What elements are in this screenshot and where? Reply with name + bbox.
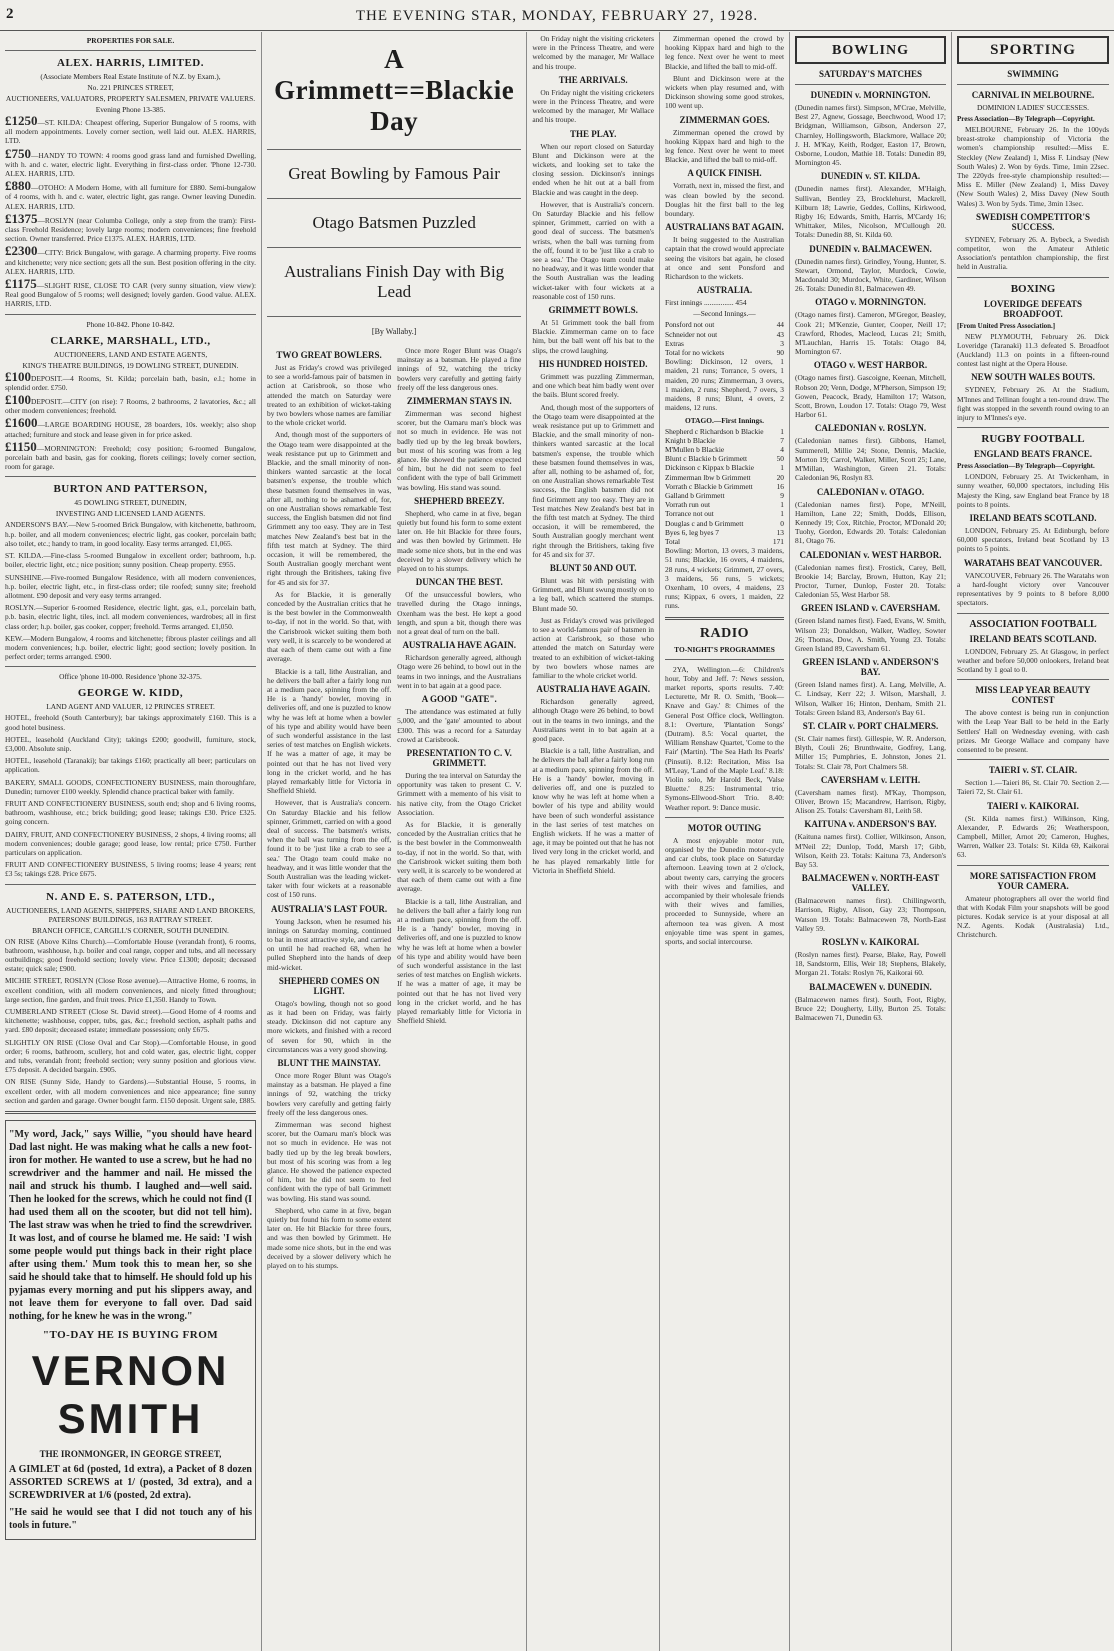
bowling-header bbox=[795, 36, 946, 64]
paragraph: A most enjoyable motor run, organised by the Dunedin motor-cycle and car clubs, took place on Saturday afternoon. Leaving town at 2 o'clock, about twenty cars, carrying the grocers with their wives and families, and accompanied by their wholesale friends with their wives and families, proceeded to Sunnyside, where an afternoon tea was given. A most enjoyable time was spent in games, sports, and social intercourse. bbox=[665, 835, 784, 947]
match-result: (Caledonian names first). Gibbons, Hamel, Summerell, Millie 24; Stone, Dennis, Mackie, Morton 19; Carrol, Walker, Miller, Scott 25; Lane, M'Millan, Washington, Green 21. Totals: Caledonian 96, Roslyn 83. bbox=[795, 436, 946, 483]
paragraph: Zimmerman opened the crowd by hooking Kippax hard and high to the leg fence. Next over he went to meet Blackie, and lifted the ball to mid-off. bbox=[665, 34, 784, 71]
batsman-name: Byes 6, leg byes 7 bbox=[665, 527, 719, 537]
listing: KEW.—Modern Bungalow, 4 rooms and kitchenette; fibrous plaster ceilings and all modern conveniences; h.p. boiler, electric light; good section; lovely position. In perfect order; terms arranged. £900. bbox=[5, 633, 256, 662]
batsman-runs: 1 bbox=[780, 500, 784, 510]
kidd-listings bbox=[5, 713, 256, 878]
match-title: CALEDONIAN v. OTAGO. bbox=[816, 486, 925, 497]
byline: [By Wallaby.] bbox=[371, 327, 417, 336]
listing: ST. KILDA.—Fine-class 5-roomed Bungalow in excellent order; bathroom, h.p. boiler, electric light, etc.; nice position; sunny position. Cheap property. £955. bbox=[5, 551, 256, 570]
batting-table bbox=[665, 427, 784, 547]
score-row bbox=[665, 509, 784, 518]
batsman-runs: 20 bbox=[776, 472, 784, 482]
batsman-runs: 90 bbox=[776, 348, 784, 358]
clarke-listings bbox=[5, 368, 256, 472]
section-label: PROPERTIES FOR SALE. bbox=[86, 36, 175, 45]
listing-price: £100 bbox=[5, 368, 31, 384]
phone-line: Phone 10-842. Phone 10-842. bbox=[86, 319, 175, 329]
section-headline: RADIO bbox=[699, 625, 750, 641]
subhead: TAIERI v. ST. CLAIR. bbox=[988, 765, 1078, 776]
score-row bbox=[665, 528, 784, 537]
match-result: (Green Island names first). A. Lang, Melville, A. C. Lindsay, Kerr 22; J. Wilson, Marshall, J. Wilson, Walker 16; Hinton, Denham, Smith 21. Totals: Green Island 83, Anderson's Bay 61. bbox=[795, 680, 946, 717]
paragraph: Zimmerman opened the crowd by hooking Kippax hard and high to the leg fence. Next over he went to meet Blackie, and lifted the ball to mid-off. bbox=[665, 127, 784, 165]
paragraph: Just as Friday's crowd was privileged to see a world-famous pair of batsmen in action at Carisbrook, so those who attended the match on Saturday were treated to an exhibition of wicket-taking by two bowlers whose names are familiar to the whole cricket world. bbox=[267, 363, 392, 428]
paragraph: Blunt and Dickinson were at the wickets when play resumed and, with Dickinson showing some good strokes, 100 went up. bbox=[665, 73, 784, 111]
match-title: KAITUNA v. ANDERSON'S BAY. bbox=[804, 819, 937, 830]
subhead: TAIERI v. KAIKORAI. bbox=[987, 800, 1079, 811]
subhead: DUNCAN THE BEST. bbox=[415, 577, 503, 588]
paragraph: Blunt was hit with persisting with Grimmett, and Blunt swung mostly on to a leg ball, which scattered the stumps. Blunt made 50. bbox=[532, 575, 654, 613]
batsman-name: Extras bbox=[665, 338, 684, 348]
press-line: [From United Press Association.] bbox=[957, 321, 1056, 330]
subhead: LOVERIDGE DEFEATS BROADFOOT. bbox=[983, 298, 1083, 319]
subhead: ASSOCIATION FOOTBALL bbox=[969, 618, 1097, 630]
article-col-a bbox=[262, 32, 527, 1651]
match-title: CALEDONIAN v. ROSLYN. bbox=[814, 423, 927, 434]
listing bbox=[5, 243, 256, 276]
sporting-header bbox=[957, 36, 1109, 64]
listing bbox=[5, 392, 256, 416]
subhead: HIS HUNDRED HOISTED. bbox=[538, 358, 648, 369]
subhead: AUSTRALIA'S LAST FOUR. bbox=[271, 903, 388, 914]
listing: MICHIE STREET, ROSLYN (Close Rose avenue).—Attractive Home, 6 rooms, in excellent condition, with all modern conveniences, and nicely fitted throughout; large section, fine garden, and fruit trees. Price £1,350. Handy to Town. bbox=[5, 976, 256, 1004]
listing: ANDERSON'S BAY.—New 5-roomed Brick Bungalow, with kitchenette, bathroom, h.p. boiler, and all modern conveniences; electric light, gas cooker, porcelain bath; also toilet, etc.; handy to tram, in good locality. Easy terms arranged. £1,065. bbox=[5, 520, 256, 548]
listing: DAIRY, FRUIT, AND CONFECTIONERY BUSINESS, 2 shops, 4 living rooms; all modern conveniences; double garage; good lease, low rental; price £750. Further particulars on application. bbox=[5, 829, 256, 857]
listing-price: £1600 bbox=[5, 415, 38, 431]
match-title: DUNEDIN v. MORNINGTON. bbox=[810, 90, 931, 100]
match-title: ST. CLAIR v. PORT CHALMERS. bbox=[802, 720, 939, 731]
advertiser-line: INVESTING AND LICENSED LAND AGENTS. bbox=[55, 509, 206, 519]
article-title: A Grimmett==Blackie Day bbox=[274, 44, 515, 136]
batsman-runs: 1 bbox=[780, 509, 784, 519]
advertiser-branch: BRANCH OFFICE, CARGILL'S CORNER, SOUTH DUNEDIN. bbox=[32, 925, 229, 935]
classifieds-column bbox=[0, 32, 262, 1651]
listing: SLIGHTLY ON RISE (Close Oval and Car Stop).—Comfortable House, in good order; 6 rooms, bathroom, scullery, hot and cold water, gas, electric light, copper and tubs, verandah front; freehold section; very sunny position and glorious view. £75 deposit. A decided bargain. £905. bbox=[5, 1037, 256, 1075]
paragraph: Blackie is a tall, lithe Australian, and he delivers the ball after a fairly long run at a medium pace, spinning from the off. He is a 'handy' bowler, moving in deliveries off, and one is puzzled to know why he was left at home when a bowler of his type and ability would have been of such wonderful assistance in the last series of test matches on English wickets. If he was a matter of age, it may be pointed out that he has not lived very long in the cricket world, and he has played remarkably little for Victoria in Sheffield Shield. bbox=[532, 746, 654, 875]
vernon-smith-advert bbox=[5, 1120, 256, 1540]
paragraph: LONDON, February 25. At Edinburgh, before 60,000 spectators, Ireland beat Scotland by 13 points to 5 points. bbox=[957, 526, 1109, 554]
paragraph: On Friday night the visiting cricketers were in the Princess Theatre, and were welcomed by the manager, Mr Wallace and his troupe. bbox=[532, 34, 654, 71]
subhead: RUGBY FOOTBALL bbox=[981, 433, 1085, 446]
match-result: (Caversham names first). M'Kay, Thompson, Oliver, Brown 15; Macandrew, Harrison, Rigby, Alison 25. Totals: Caversham 81, Leith 58. bbox=[795, 787, 946, 816]
paragraph: At 51 Grimmett took the ball from Blackie. Zimmerman came on to face him, but the ball went off his bat to the slips, the crowd laughing. bbox=[532, 318, 654, 355]
match-result: (Otago names first). Gascoigne, Keenan, Mitchell, Robson 20; Venn, Dodge, M'Pherson, Simpson 19; Gowen, Peacock, Brady, Hamilton 17; Watson, Scott, Brown, Loudon 17. Totals: Otago 79, West Harbor 61. bbox=[795, 373, 946, 420]
advert-brand: VERNON SMITH bbox=[31, 1347, 230, 1443]
match-title: GREEN ISLAND v. CAVERSHAM. bbox=[800, 603, 941, 614]
subhead: SWIMMING bbox=[1007, 69, 1059, 79]
listing-price: £1250 bbox=[5, 113, 38, 128]
advertiser-name: GEORGE W. KIDD, bbox=[77, 687, 184, 700]
score-row bbox=[665, 491, 784, 500]
advertiser-address: No. 221 PRINCES STREET, bbox=[87, 83, 174, 92]
paragraph: As for Blackie, it is generally conceded by the Australian critics that he is the best bowler in the Commonwealth to-day, if not in the world. So that, with the Carisbrook wicket suiting them both very well, it is scarcely to be wondered at that each of them came out with a fine average. bbox=[267, 589, 392, 664]
listing-price: £1175 bbox=[5, 276, 37, 292]
match-title: OTAGO v. MORNINGTON. bbox=[815, 297, 926, 308]
listing-price: £2300 bbox=[5, 243, 38, 259]
match-result: (Otago names first). Cameron, M'Gregor, Beasley, Cook 21; M'Kenzie, Gunter, Cooper, Neill 17; Crawford, Rhodes, Macleod, Lucas 21; Smith, M'Lauchlan, Harris 15. Totals: Otago 84, Mornington 67. bbox=[795, 310, 946, 357]
batsman-name: Torrance not out bbox=[665, 509, 714, 519]
match-result: (Caledonian names first). Frostick, Carey, Bell, Brookie 14; Barclay, Brown, Hutton, Kay 21; Proctor, Turner, Dunlop, Foster 20. Totals: Caledonian 55, West Harbor 58. bbox=[795, 562, 946, 600]
listing: ROSLYN.—Superior 6-roomed Residence, electric light, gas, e.l., porcelain bath, p.b. basin, electric light, tiles, incl. all modern conveniences, wardrobes; all in first class order; h.p. boiler, gas cooker, copper; freehold. Terms arranged. £1,050. bbox=[5, 603, 256, 631]
paragraph: Blackie is a tall, lithe Australian, and he delivers the ball after a fairly long run at a medium pace, spinning from the off. He is a 'handy' bowler, moving in deliveries off, and one is puzzled to know why he was left at home when a bowler of his type and ability would have been of such wonderful assistance in the last series of test matches on English wickets. If he was a matter of age, it may be pointed out that he has not lived very long in the cricket world, and he has played remarkably little for Victoria in Sheffield Shield. bbox=[397, 896, 522, 1026]
batsman-runs: 3 bbox=[780, 338, 784, 348]
match-title: CAVERSHAM v. LEITH. bbox=[820, 774, 921, 785]
match-result: (Balmacewen names first). Chillingworth, Harrison, Rigby, Alison, Gay 23; Thompson, Watson 19. Totals: Balmacewen 78, North-East Valley 59. bbox=[795, 896, 946, 933]
paragraph: Amateur photographers all over the world find that with Kodak Film your snapshots will be good pictures. Kodak service is at your disposal at all N.Z. Agents. Kodak (Australasia) Ltd., Christchurch. bbox=[957, 893, 1109, 940]
paragraph: Zimmerman was second highest scorer, but the Oamaru man's block was not so much in evidence. He was not badly tied up by the leg break bowlers, but most of his scoring was from a leg glance. He showed the patience expected of him, but he did not seem to feel confident with the type of ball Grimmett was bowling. His stand was sound. bbox=[397, 409, 522, 492]
bowling-results bbox=[795, 90, 946, 1022]
scoreboard-title: AUSTRALIA. bbox=[696, 285, 753, 296]
batsman-name: Total bbox=[665, 536, 681, 546]
batsman-name: M'Mullen b Blackie bbox=[665, 444, 725, 454]
advert-end: "He said he would see that I did not touch any of his tools in future." bbox=[9, 1507, 252, 1532]
match-title: DUNEDIN v. ST. KILDA. bbox=[820, 171, 921, 182]
batsman-runs: 50 bbox=[776, 454, 784, 464]
burton-listings bbox=[5, 520, 256, 661]
article-subcol-2 bbox=[397, 346, 521, 1273]
advertiser-address: KING'S THEATRE BUILDINGS, 19 DOWLING STREET, DUNEDIN. bbox=[22, 360, 239, 370]
paragraph: Of the unsuccessful bowlers, who travelled during the Otago innings, Oxenham was the best. He kept a good length, and spun a bit, though there was not a great deal of turn on the ball. bbox=[397, 590, 522, 637]
batsman-runs: 1 bbox=[780, 463, 784, 473]
listing: SUNSHINE.—Five-roomed Bungalow Residence, with all modern conveniences, h.p. boiler, electric light, etc., in first-class order; tile roofed; sunny site; freehold allotment. £90 deposit and very easy terms arranged. bbox=[5, 572, 256, 600]
paragraph: (St. Kilda names first.) Wilkinson, King, Alexander, P. Edwards 26; Weatherspoon, Campbell, Miller, Arnot 20; Cameron, Hughes, Warren, Walker 23. Totals: St. Kilda 69, Kaikorai 63. bbox=[957, 813, 1109, 860]
advert-story: "My word, Jack," says Willie, "you should have heard Dad last night. He was making what he calls a new foot-iron for mother. He wanted to use a screw, but he had no screwdriver and the hammer and nail. He missed the nail and struck his thumb. I laughed and—well said. Then he looked for the screws, which he could not find (I had used them all on the scooter, but did not tell him). The last straw was when he tried to find the screwdriver. It was lost, and of course he blamed me. He said: 'I wish some people would put things back in their right place after using them.' Mum took this to mean her, so she said he should take that to himself. He should fold up his pyjamas every morning and put his slippers away, and not leave them for everyone to fall over. Dad said nothing, for he knew he was in the wrong." bbox=[9, 1129, 252, 1323]
subhead: MISS LEAP YEAR BEAUTY CONTEST bbox=[975, 685, 1091, 706]
article-deck: Great Bowling by Famous Pair bbox=[288, 164, 500, 183]
paragraph: Once more Roger Blunt was Otago's mainstay as a batsman. He played a fine innings of 92, watching the tricky bowlers very carefully and getting fairly freely off the less dangerous ones. bbox=[397, 346, 522, 392]
subhead: A GOOD "GATE". bbox=[421, 694, 497, 705]
section-headline: BOWLING bbox=[831, 43, 909, 58]
paterson-listings bbox=[5, 937, 256, 1105]
subhead: SHEPHERD COMES ON LIGHT. bbox=[278, 975, 380, 996]
batsman-name: Total for no wickets bbox=[665, 348, 725, 358]
paragraph: When our report closed on Saturday Blunt and Dickinson were at the wickets, and looking set to take the closing session. Dickinson's innings ended when he hit out at a ball from Blackie and was caught in the deep. bbox=[532, 141, 654, 197]
batsman-name: Zimmerman lbw b Grimmett bbox=[665, 472, 751, 482]
match-title: GREEN ISLAND v. ANDERSON'S BAY. bbox=[802, 657, 939, 678]
match-title: DUNEDIN v. BALMACEWEN. bbox=[809, 243, 932, 254]
listing: FRUIT AND CONFECTIONERY BUSINESS, 5 living rooms; lease 4 years; rent £3 5s; takings £28. Price £675. bbox=[5, 860, 256, 879]
score-row bbox=[665, 519, 784, 528]
subhead: SHEPHERD BREEZY. bbox=[414, 495, 505, 506]
match-result: (Dunedin names first). Simpson, M'Crae, Melville, Best 27, Agnew, Gossage, Beechwood, Wood 17; Bridgman, Williamson, Gibson, Anderson 27, Charnley, Hollingsworth, Blackmore, Wallace 20; J. H. M'Kay, Keith, Rodger, Easton 17, Brown, Osborne, Loudon, Mathie 18. Totals: Dunedin 89, Mornington 45. bbox=[795, 103, 946, 168]
bowling-column bbox=[790, 32, 952, 1651]
paragraph: Young Jackson, when he resumed his innings on Saturday morning, continued to bat in most attractive style, and carried on until he had reached 68, when he pulled Shepherd into the hands of deep mid-wicket. bbox=[267, 916, 392, 972]
scoreboard-title: OTAGO.—First Innings. bbox=[685, 415, 764, 425]
innings-label: —Second Innings.— bbox=[693, 309, 756, 319]
listing bbox=[5, 113, 256, 146]
batsman-name: Knight b Blackie bbox=[665, 435, 716, 445]
subhead: ZIMMERMAN STAYS IN. bbox=[406, 396, 512, 407]
paragraph: LONDON, February 25. At Glasgow, in perfect weather and before 50,000 onlookers, Ireland beat Scotland by 1 goal to 0. bbox=[957, 646, 1109, 674]
score-row bbox=[665, 445, 784, 454]
subhead: MORE SATISFACTION FROM YOUR CAMERA. bbox=[969, 870, 1097, 891]
paragraph: Blackie is a tall, lithe Australian, and he delivers the ball after a fairly long run at a medium pace, spinning from the off. He is a 'handy' bowler, moving in deliveries off, and one is puzzled to know why he was left at home when a bowler of his type and ability would have been of such wonderful assistance in the last series of test matches on English wickets. If he was a matter of age, it may be pointed out that he has not lived very long in the cricket world, and he has played remarkably little for Victoria in Sheffield Shield. bbox=[267, 666, 392, 796]
section-subhead: SATURDAY'S MATCHES bbox=[818, 69, 923, 79]
phone-line: Office 'phone 10-000. Residence 'phone 32-375. bbox=[59, 672, 202, 682]
subhead: GRIMMETT BOWLS. bbox=[548, 305, 638, 316]
listing-text: —ST. KILDA: Cheapest offering, Superior Bungalow of 5 rooms, with all modern appointments. Lovely corner section, well laid out. ALEX. HARRIS, LTD. bbox=[5, 118, 256, 146]
paragraph: However, that is Australia's concern. On Saturday Blackie and his fellow spinner, Grimmett, carried on with a good deal of success. The batsmen's wrists, when the ball was turning from the off, found it to be 'just like a crab to see a sea.' The Otago team could make no headway, and it was little wonder that the South Australian was the leading wicket-taker with four wickets at a reasonable cost of 150 runs. bbox=[532, 199, 654, 301]
subhead: ZIMMERMAN GOES. bbox=[679, 114, 770, 125]
paragraph: And, though most of the supporters of the Otago team were disappointed at the weak resistance put up to Grimmett and Blackie, and the small minority of non-thinkers wanted sarcastic at the local batsmen's expense, the trouble which these batsmen found themselves in was, after all, nothing to be ashamed of, for, on one Australian shows remarkable Test success, the English batsmen did not find Grimmett any too easy. They are in Test matches New Zealand's best bat in the fifth test match at Sydney. The third occasion, it will be remembered, the South Australian googly merchant went right through the Britishers, taking five for 45 and six for 37. bbox=[532, 402, 654, 559]
listing-text: DEPOSIT.—CITY (on rise): 7 Rooms, 2 bathrooms, 2 lavatories, &c.; all other modern conveniences; freehold. bbox=[5, 397, 256, 416]
paragraph: It being suggested to the Australian captain that the crowd would appreciate seeing the visitors bat again, he closed at once and sent Ponsford and Richardson to the wickets. bbox=[665, 235, 784, 282]
listing: FRUIT AND CONFECTIONERY BUSINESS, south end; shop and 6 living rooms, bathroom, washhouse, etc.; brick building; good lease; takings £30. Price £325. going concern. bbox=[5, 798, 256, 827]
advertiser-name: ALEX. HARRIS, LIMITED. bbox=[57, 57, 204, 69]
article-deck: Otago Batsmen Puzzled bbox=[312, 213, 476, 232]
batsman-name: Ponsford not out bbox=[665, 320, 715, 330]
listing-price: £880 bbox=[5, 178, 31, 194]
match-result: (Dunedin names first). Grindley, Young, Hunter, S. Stewart, Ormond, Taylor, Murdock, Cowie, Macdonald 30; Murdock, White, Gardiner, Wilson 26. Totals: Dunedin 81, Balmacewen 49. bbox=[795, 256, 946, 294]
batsman-name: Vorrath run out bbox=[665, 500, 711, 510]
subhead: PRESENTATION TO C. V. GRIMMETT. bbox=[406, 747, 512, 768]
listing: HOTEL, freehold (South Canterbury); bar takings approximately £160. This is a good hotel business. bbox=[5, 713, 256, 732]
paragraph: VANCOUVER, February 26. The Waratahs won a hard-fought victory over Vancouver representatives by 9 points to 8 before 8,000 spectators. bbox=[957, 570, 1109, 608]
bowling-figures: Bowling: Dickinson, 12 overs, 1 maiden, 21 runs; Torrance, 5 overs, 1 maiden, 20 runs; Zimmerman, 3 overs, 1 maiden, 2 runs; Shepherd, 7 overs, 3 maidens, 8 runs; Blunt, 4 overs, 2 maidens, 12 runs. bbox=[665, 357, 784, 413]
score-row bbox=[665, 320, 784, 329]
paragraph: Section 1.—Taieri 86, St. Clair 70. Section 2.—Taieri 72, St. Clair 61. bbox=[957, 778, 1109, 797]
batsman-name: Blunt c Blackie b Grimmett bbox=[665, 454, 748, 464]
subhead: AUSTRALIA HAVE AGAIN. bbox=[402, 640, 517, 651]
advert-shop: THE IRONMONGER, IN GEORGE STREET, bbox=[39, 1449, 222, 1460]
paragraph: On Friday night the visiting cricketers were in the Princess Theatre, and were welcomed by the manager, Mr Wallace and his troupe. bbox=[532, 87, 654, 125]
listing-price: £750 bbox=[5, 145, 31, 161]
batsman-name: Galland b Grimmett bbox=[665, 490, 725, 500]
columns bbox=[0, 32, 1114, 1651]
advertiser-sub: (Associate Members Real Estate Institute of N.Z. by Exam.), bbox=[40, 72, 221, 81]
listing-text: —MORNINGTON: Freehold; cosy position; 6-roomed Bungalow, porcelain bath and basin, gas for cooking, florets ceilings; lovely corner section, room for garage. bbox=[5, 443, 256, 472]
advertiser-name: N. AND E. S. PATERSON, LTD., bbox=[46, 890, 215, 903]
batsman-name: Schneider not out bbox=[665, 329, 718, 339]
listing: HOTEL, leasehold (Taranaki); bar takings £160; practically all beer; particulars on application. bbox=[5, 756, 256, 775]
paragraph: Grimmett was puzzling Zimmerman, and one which beat him badly went over the bails. Blunt scored freely. bbox=[532, 371, 654, 400]
advert-offer: A GIMLET at 6d (posted, 1d extra), a Packet of 8 dozen ASSORTED SCREWS at 1/ (posted, 3d extra), and a SCREWDRIVER at 1/6 (posted, 2d extra). bbox=[9, 1464, 252, 1502]
advertiser-address: 45 DOWLING STREET, DUNEDIN, bbox=[74, 498, 187, 508]
score-row bbox=[665, 463, 784, 472]
paragraph: The above contest is being run in conjunction with the Leap Year Ball to be held in the Early Settlers' Hall on Wednesday evening, with cash prizes. Mr George Wallace and company have consented to be present. bbox=[957, 708, 1109, 754]
batsman-runs: 16 bbox=[776, 481, 784, 491]
article-deck: Australians Finish Day with Big Lead bbox=[284, 262, 505, 301]
listing bbox=[5, 210, 256, 244]
first-innings: First innings ................ 454 bbox=[665, 298, 747, 308]
match-result: (Roslyn names first). Pearse, Blake, Ray, Powell 18, Sandstorm, Ellis, Weir 18; Stephens, Blakely, Morgan 21. Totals: Roslyn 76, Kaikorai 60. bbox=[795, 950, 946, 978]
listing bbox=[5, 145, 256, 179]
listing-price: £1150 bbox=[5, 438, 37, 454]
batsman-runs: 0 bbox=[780, 518, 784, 528]
paragraph: SYDNEY, February 26. At the Stadium, M'Innes and Tellinan fought a ten-round draw. The fight was stopped in the seventh round owing to an injury to M'Innes's eye. bbox=[957, 385, 1109, 423]
score-row bbox=[665, 348, 784, 357]
subhead: AUSTRALIA HAVE AGAIN. bbox=[536, 684, 650, 695]
paragraph: During the tea interval on Saturday the opportunity was taken to present C. V. Grimmett with a memento of his visit to his native city, from the Otago Cricket Association. bbox=[397, 770, 522, 817]
sporting-column bbox=[952, 32, 1114, 1651]
advertiser-line: AUCTIONEERS, LAND AGENTS, SHIPPERS, SHARE AND LAND BROKERS, PATERSONS' BUILDINGS, 163 RATTRAY STREET. bbox=[5, 905, 256, 924]
page-number: 2 bbox=[6, 6, 14, 22]
paragraph: Otago's bowling, though not so good as it had been on Friday, was fairly steady. Dickinson did not capture any more wickets, and finished with a record of seven for 90, which in the circumstances was a very good showing. bbox=[267, 998, 392, 1054]
paragraph: NEW PLYMOUTH, February 26. Dick Loveridge (Taranaki) 11.3 defeated S. Broadfoot (Auckland) 11.3 on points in a fifteen-round contest last night at the Opera House. bbox=[957, 331, 1109, 369]
listing-price: £100 bbox=[5, 392, 31, 408]
subhead: SWEDISH COMPETITOR'S SUCCESS. bbox=[975, 211, 1091, 232]
article-subcol-1 bbox=[267, 346, 391, 1273]
batting-table bbox=[665, 320, 784, 357]
advertiser-name: BURTON AND PATTERSON, bbox=[53, 483, 208, 496]
listing bbox=[5, 438, 256, 472]
score-row bbox=[665, 537, 784, 546]
batsman-runs: 7 bbox=[780, 435, 784, 445]
match-result: (Balmacewen names first). South, Foot, Rigby, Bruce 22; Dougherty, Lilly, Burton 25. Totals: Balmacewen 71, Dunedin 63. bbox=[795, 994, 946, 1023]
subhead: A QUICK FINISH. bbox=[687, 168, 762, 179]
listing: ON RISE (Sunny Side, Handy to Gardens).—Substantial House, 5 rooms, in excellent order, with all modern conveniences and nice appearance; fine sunny section and garden and garage. Owner bought farm. £150 deposit. Urgent sale, £885. bbox=[5, 1077, 256, 1105]
subhead: BLUNT THE MAINSTAY. bbox=[277, 1058, 381, 1069]
batsman-name: Shepherd c Richardson b Blackie bbox=[665, 426, 764, 436]
listing bbox=[5, 415, 256, 439]
match-result: (St. Clair names first). Gillespie, W. R. Anderson, Blyth, Couli 26; Brunthwaite, Godfrey, Lang, Miller 15; Pumphries, E. Johnston, Jones 21. Totals: St. Clair 78, Port Chalmers 58. bbox=[795, 733, 946, 771]
subhead: CARNIVAL IN MELBOURNE. bbox=[971, 90, 1095, 100]
listing-text: —HANDY TO TOWN: 4 rooms good grass land and furnished Dwelling, with h. and c. water, electric light. Everything in first-class order. 'Phone 12-730. ALEX. HARRIS, LTD. bbox=[5, 150, 256, 179]
subhead: ENGLAND BEATS FRANCE. bbox=[973, 449, 1093, 460]
score-row bbox=[665, 436, 784, 445]
listing-text: —OTOHO: A Modern Home, with all furniture for £880. Semi-bungalow of 4 rooms, with h. and c. water, electric light, gas range. Owner leaving Dunedin. ALEX. HARRIS, LTD. bbox=[5, 183, 256, 211]
score-row bbox=[665, 330, 784, 339]
match-result: (Green Island names first). Faed, Evans, W. Smith, Wilson 23; Donaldson, Walker, Wadley, Sowter 26; Thomas, Dow, A. Smith, Young 23. Totals: Green Island 89, Caversham 61. bbox=[795, 616, 946, 653]
batsman-runs: 9 bbox=[780, 490, 784, 500]
paragraph: The attendance was estimated at fully 5,000, and the 'gate' amounted to about £300. This was a record for a Saturday crowd at Carisbrook. bbox=[397, 707, 522, 744]
listing-text: —LARGE BOARDING HOUSE, 28 boarders, 10s. weekly; also shop attached; furniture and stock and lease given in for price asked. bbox=[5, 420, 256, 439]
score-row bbox=[665, 482, 784, 491]
listing-text: —CITY: Brick Bungalow, with garage. A charming property. Five rooms and kitchenette; very nice section; gets all the sun. Best position offering in the city. ALEX. HARRIS, LTD. bbox=[5, 248, 256, 276]
subhead: AUSTRALIANS BAT AGAIN. bbox=[665, 222, 784, 233]
paragraph: Richardson generally agreed, although Otago were 26 behind, to bowl out in the teams in two innings, and the Australians went in to bat again at a good pace. bbox=[532, 697, 654, 743]
listing-price: £1375 bbox=[5, 210, 38, 226]
section-subhead: TO-NIGHT'S PROGRAMMES bbox=[674, 644, 775, 654]
paragraph: Shepherd, who came in at five, began quietly but found his form to some extent later on. He hit Blackie for three fours, and was then bowled by Grimmett. He made some nice shots, but in the end was deceived by a slower delivery which he played on to his stumps. bbox=[267, 1205, 392, 1271]
batsman-runs: 43 bbox=[776, 329, 784, 339]
subhead: NEW SOUTH WALES BOUTS. bbox=[971, 372, 1095, 383]
score-row bbox=[665, 427, 784, 436]
paragraph: As for Blackie, it is generally conceded by the Australian critics that he is the best bowler in the Commonwealth to-day, if not in the world. So that, with the Carisbrook wicket suiting them both very well, it is scarcely to be wondered at that each of them came out with a fine average. bbox=[397, 819, 522, 894]
bowling-figures: Bowling: Morton, 13 overs, 3 maidens, 51 runs; Blackie, 16 overs, 4 maidens, 28 runs, 4 wickets; Grimmett, 27 overs, 3 maidens, 56 runs, 5 wickets; Oxenham, 10 overs, 4 maidens, 23 runs; Kippax, 6 overs, 1 maiden, 22 runs. bbox=[665, 546, 784, 611]
batsman-runs: 44 bbox=[776, 320, 784, 330]
scoreboard-column bbox=[660, 32, 790, 1651]
batsman-name: Douglas c and b Grimmett bbox=[665, 518, 744, 528]
match-title: OTAGO v. WEST HARBOR. bbox=[813, 360, 928, 371]
listing bbox=[5, 276, 256, 309]
advertiser-name: CLARKE, MARSHALL, LTD., bbox=[50, 334, 211, 347]
advertiser-line: AUCTIONEERS, LAND AND ESTATE AGENTS, bbox=[53, 349, 208, 359]
score-row bbox=[665, 454, 784, 463]
paragraph: LONDON, February 25. At Twickenham, in sunny weather, 60,000 spectators, including His Majesty the King, saw England beat France by 18 points to 8 points. bbox=[957, 472, 1109, 509]
paragraph: However, that is Australia's concern. On Saturday Blackie and his fellow spinner, Grimmett, carried on with a good deal of success. The batsmen's wrists, when the ball was turning from the off, found it to be 'just like a crab to see a sea.' The Otago team could make no headway, and it was little wonder that the South Australian was the leading wicket-taker with four wickets at a reasonable cost of 150 runs. bbox=[267, 798, 392, 900]
subhead: BOXING bbox=[1010, 282, 1056, 295]
subhead: TWO GREAT BOWLERS. bbox=[276, 350, 382, 360]
paragraph: Shepherd, who came in at five, began quietly but found his form to some extent later on. He hit Blackie for three fours, and was then bowled by Grimmett. He made some nice shots, but in the end was deceived by a slower delivery which he played on to his stumps. bbox=[397, 508, 522, 574]
paragraph: Once more Roger Blunt was Otago's mainstay as a batsman. He played a fine innings of 92, watching the tricky bowlers very carefully and getting fairly freely off the less dangerous ones. bbox=[267, 1071, 392, 1117]
listing-text: DEPOSIT.—4 Rooms, St. Kilda; porcelain bath, basin, e.l.; home in splendid order. £750. bbox=[5, 373, 256, 392]
listing-text: —SLIGHT RISE, CLOSE TO CAR (very sunny situation, view view): Real good Bungalow of 5 rooms; well designed; lovely garden. Good value. ALEX. HARRIS, LTD. bbox=[5, 281, 256, 309]
press-line: Press Association—By Telegraph—Copyright. bbox=[957, 462, 1095, 471]
section-headline: SPORTING bbox=[990, 42, 1076, 58]
paragraph: MELBOURNE, February 26. In the 100yds breast-stroke championship of Victoria the women's championship resulted:—Miss E. Steckley (New Zealand) 1, Miss F. Lindsay (New South Wales) 2. Won by 6yds. Time, 1min 22sec. The 220yds free-style championship resulted:—Miss E. Miller (New Zealand) 1, Miss Davey (New South Wales) 2, Miss Davey (New South Wales) 3. Won by 5yds. Time, 3min 13sec. bbox=[957, 125, 1109, 208]
alex-listings bbox=[5, 113, 256, 309]
batsman-runs: 13 bbox=[776, 527, 784, 537]
batsman-runs: 1 bbox=[780, 426, 784, 436]
match-result: (Caledonian names first). Pope, M'Neill, Hamilton, Lane 22; Smith, Dodds, Ellison, Kennedy 19; Cox, Ritchie, Proctor, M'Donald 20; Tuohy, Gordon, Edwards 20. Totals: Caledonian 81, Otago 76. bbox=[795, 499, 946, 546]
advertiser-line: AUCTIONEERS, VALUATORS, PROPERTY SALESMEN, PRIVATE VALUERS. bbox=[5, 94, 256, 103]
match-title: ROSLYN v. KAIKORAI. bbox=[821, 937, 920, 947]
score-row bbox=[665, 500, 784, 509]
listing: HOTEL, leasehold (Auckland City); takings £200; goodwill, furniture, stock, £3,000. Absolute snip. bbox=[5, 734, 256, 753]
subhead: BLUNT 50 AND OUT. bbox=[549, 562, 637, 573]
score-row bbox=[665, 473, 784, 482]
paragraph: And, though most of the supporters of the Otago team were disappointed at the weak resistance put up to Grimmett and Blackie, and the small minority of non-thinkers wanted sarcastic at the local batsmen's expense, the trouble which these batsmen found themselves in was, after all, nothing to be ashamed of, for, on one Australian shows remarkable Test success, the English batsmen did not find Grimmett any too easy. They are in Test matches New Zealand's best bat in the fifth test match at Sydney. The third occasion, it will be remembered, the South Australian googly merchant went right through the Britishers, taking five for 45 and six for 37. bbox=[267, 430, 392, 587]
subhead: IRELAND BEATS SCOTLAND. bbox=[969, 513, 1097, 524]
masthead bbox=[0, 0, 1114, 31]
press-line: Press Association—By Telegraph—Copyright. bbox=[957, 115, 1095, 123]
paragraph: 2YA, Wellington.—6: Children's hour, Toby and Jeff. 7: News session, market reports, sports results. 7.40: Lecturette, Mr R. O. Smith, 'Book—Knave and Gay.' 8: Chimes of the General Post Office clock, Wellington. 8.1: Overture, 'Plantation Songs' (Dutram). 8.5: Vocal quartet, the William Renshaw Quartet, 'Come to the Fair' (Martin). 'The Sea Hath Its Pearls' (Pinsuti). 8.12: Recitation, Miss Isa M'Leay, 'Land of the Maple Leaf.' 8.18: Violin solo, Mr Harold Beck, 'Valse Bluette.' 8.25: Instrumental trio, Symons-Ellwood-Short Trio. 8.40: Weather report. 9: Dance music. bbox=[665, 664, 784, 812]
subhead: THE PLAY. bbox=[569, 128, 617, 139]
batsman-name: Vorrath c Blackie b Grimmett bbox=[665, 481, 753, 491]
subhead: THE ARRIVALS. bbox=[558, 74, 628, 85]
advert-lead: "TO-DAY HE IS BUYING FROM bbox=[42, 1329, 219, 1342]
batsman-name: Dickinson c Kippax b Blackie bbox=[665, 463, 755, 473]
paragraph: Just as Friday's crowd was privileged to see a world-famous pair of batsmen in action at Carisbrook, so those who attended the match on Saturday were treated to an exhibition of wicket-taking by two bowlers whose names are familiar to the whole cricket world. bbox=[532, 615, 654, 680]
batsman-runs: 171 bbox=[772, 536, 784, 546]
match-title: BALMACEWEN v. DUNEDIN. bbox=[809, 981, 932, 992]
paragraph: Richardson generally agreed, although Otago were 26 behind, to bowl out in the teams in two innings, and the Australians went in to bat again at a good pace. bbox=[397, 653, 522, 690]
score-row bbox=[665, 339, 784, 348]
paragraph: SYDNEY, February 26. A. Bybeck, a Swedish competitor, won the Amateur Athletic Association's pentathlon championship, the first held in Australia. bbox=[957, 234, 1109, 272]
article-area bbox=[262, 32, 660, 1651]
listing: CUMBERLAND STREET (Close St. David street).—Good Home of 4 rooms and kitchenette; washhouse, copper, tubs, gas, &c.; freehold section, asphalt paths and yard. £80 deposit; deceased estate; immediate possession; only £675. bbox=[5, 1007, 256, 1035]
paragraph: Vorrath, next in, missed the first, and was clean bowled by the second. Douglas hit the first ball to the leg boundary. bbox=[665, 181, 784, 219]
subhead: WARATAHS BEAT VANCOUVER. bbox=[963, 557, 1103, 568]
listing: ON RISE (Above Kilns Church).—Comfortable House (verandah front), 6 rooms, bathroom, washhouse, h.p. boiler and coal range, copper and tubs, and all necessary outbuildings; good freehold section; lovely view. Price £1300; deposit; deceased estate; quick sale; £900. bbox=[5, 936, 256, 974]
listing: BAKERY, SMALL GOODS, CONFECTIONERY BUSINESS, main thoroughfare, Dunedin; turnover £100 weekly. Splendid chance practical baker with family. bbox=[5, 777, 256, 796]
article-col-b bbox=[527, 32, 659, 1651]
match-result: (Kaituna names first). Collier, Wilkinson, Anson, M'Neil 22; Dunlop, Todd, Marsh 17; Gibb, Wilson, Keith 23. Totals: Kaituna 73, Anderson's Bay 53. bbox=[795, 832, 946, 869]
listing bbox=[5, 178, 256, 211]
listing bbox=[5, 368, 256, 392]
subhead: MOTOR OUTING bbox=[687, 822, 762, 833]
paragraph: Zimmerman was second highest scorer, but the Oamaru man's block was not so much in evidence. He was not badly tied up by the leg break bowlers, but most of his scoring was from a leg glance. He showed the patience expected of him, but he did not seem to feel confident with the type of ball Grimmett was bowling. His stand was sound. bbox=[267, 1120, 392, 1203]
advertiser-phone: Evening Phone 13-385. bbox=[95, 105, 166, 114]
masthead-title: THE EVENING STAR, MONDAY, FEBRUARY 27, 1928. bbox=[355, 8, 759, 24]
match-title: CALEDONIAN v. WEST HARBOR. bbox=[799, 549, 942, 560]
subhead: IRELAND BEATS SCOTLAND. bbox=[969, 633, 1097, 644]
match-result: (Dunedin names first). Alexander, M'Haigh, Sullivan, Bentley 23, Brocklehurst, Mackrell, Kilburn 18; Lawrie, Geddes, Collins, Kirkwood, Rigby 16; Edwards, Smith, Harris, M'Cardy 16; Whittaker, Miles, Nicolson, M'Cullough 20. Totals: Dunedin 88, St. Kilda 60. bbox=[795, 184, 946, 240]
subhead-small: DOMINION LADIES' SUCCESSES. bbox=[977, 103, 1089, 112]
batsman-runs: 4 bbox=[780, 444, 784, 454]
listing-text: —ROSLYN (near Columba College, only a step from the tram): First-class Freehold Residence; lovely large rooms; modern conveniences; fine freehold section. Owner transferred. Price £1375. ALEX. HARRIS, LTD. bbox=[5, 215, 256, 244]
advertiser-line: LAND AGENT AND VALUER, 12 PRINCES STREET. bbox=[46, 702, 215, 712]
match-title: BALMACEWEN v. NORTH-EAST VALLEY. bbox=[801, 873, 940, 894]
